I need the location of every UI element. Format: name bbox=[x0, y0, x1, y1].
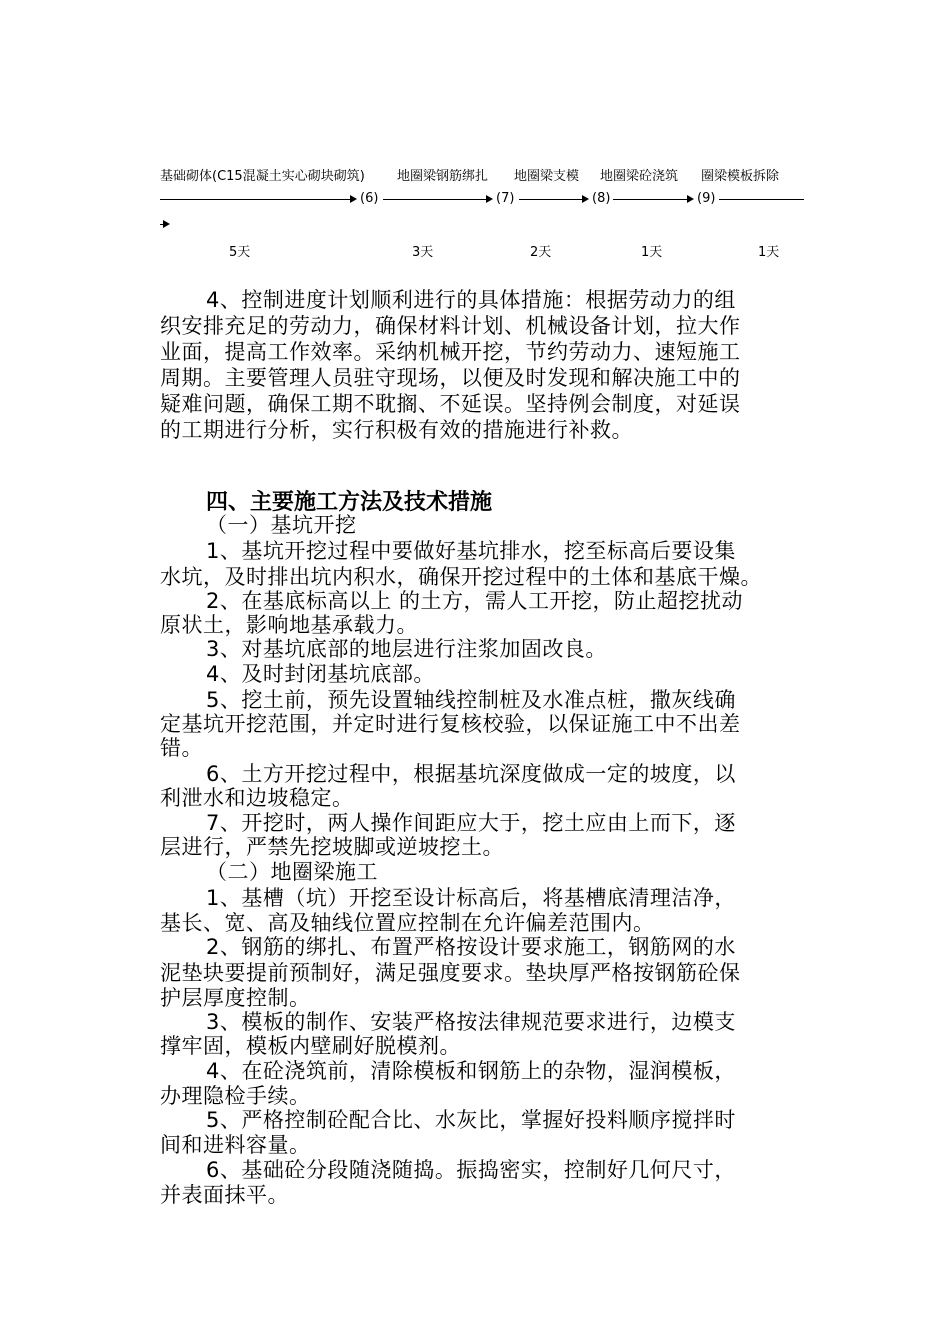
excavation-line-8: 定基坑开挖范围，并定时进行复核校验，以保证施工中不出差 bbox=[160, 712, 741, 736]
measures-line-5: 疑难问题，确保工期不耽搁、不延误。坚持例会制度，对延误 bbox=[160, 392, 741, 416]
measures-line-4: 周期。主要管理人员驻守现场，以便及时发现和解决施工中的 bbox=[160, 366, 741, 390]
measures-line-1: 4、控制进度计划顺利进行的具体措施：根据劳动力的组 bbox=[206, 288, 736, 312]
arrow-line-5 bbox=[719, 199, 804, 200]
measures-line-2: 织安排充足的劳动力，确保材料计划、机械设备计划，拉大作 bbox=[160, 314, 741, 338]
ring-beam-line-10: 5、严格控制砼配合比、水灰比，掌握好投料顺序搅拌时 bbox=[206, 1108, 736, 1132]
arrow-head-2 bbox=[486, 195, 493, 203]
arrow-line-2 bbox=[383, 199, 486, 200]
section-title: 四、主要施工方法及技术措施 bbox=[206, 490, 493, 515]
excavation-line-12: 7、开挖时，两人操作间距应大于，挖土应由上而下，逐 bbox=[206, 811, 736, 835]
arrow-head-3 bbox=[582, 195, 589, 203]
arrow-head-4 bbox=[687, 195, 694, 203]
excavation-line-13: 层进行，严禁先挖坡脚或逆坡挖土。 bbox=[160, 835, 504, 859]
excavation-line-1: 1、基坑开挖过程中要做好基坑排水，挖至标高后要设集 bbox=[206, 539, 736, 563]
schedule-task-5: 圈梁模板拆除 bbox=[701, 169, 780, 184]
ring-beam-line-13: 并表面抹平。 bbox=[160, 1183, 289, 1207]
measures-line-6: 的工期进行分析，实行积极有效的措施进行补救。 bbox=[160, 418, 633, 442]
schedule-task-1: 基础砌体(C15混凝土实心砌块砌筑) bbox=[160, 169, 365, 184]
node-9: (9) bbox=[697, 191, 716, 206]
ring-beam-line-6: 3、模板的制作、安装严格按法律规范要求进行，边模支 bbox=[206, 1010, 736, 1034]
node-8: (8) bbox=[592, 191, 611, 206]
ring-beam-line-9: 办理隐检手续。 bbox=[160, 1084, 311, 1108]
ring-beam-line-1: 1、基槽（坑）开挖至设计标高后，将基槽底清理洁净， bbox=[206, 886, 736, 910]
subsection-title-excavation: （一）基坑开挖 bbox=[206, 513, 357, 537]
schedule-task-2: 地圈梁钢筋绑扎 bbox=[397, 169, 489, 184]
ring-beam-line-3: 2、钢筋的绑扎、布置严格按设计要求施工，钢筋网的水 bbox=[206, 935, 736, 959]
excavation-line-7: 5、挖土前，预先设置轴线控制桩及水准点桩，撒灰线确 bbox=[206, 688, 736, 712]
ring-beam-line-8: 4、在砼浇筑前，清除模板和钢筋上的杂物，湿润模板， bbox=[206, 1059, 736, 1083]
arrow-line-1 bbox=[160, 199, 350, 200]
excavation-line-2: 水坑，及时排出坑内积水，确保开挖过程中的土体和基底干燥。 bbox=[160, 565, 762, 589]
arrow-line-4 bbox=[613, 199, 687, 200]
ring-beam-line-2: 基长、宽、高及轴线位置应控制在允许偏差范围内。 bbox=[160, 911, 655, 935]
ring-beam-line-4: 泥垫块要提前预制好，满足强度要求。垫块厚严格按钢筋砼保 bbox=[160, 961, 741, 985]
ring-beam-line-7: 撑牢固，模板内壁刷好脱模剂。 bbox=[160, 1034, 461, 1058]
excavation-line-11: 利泄水和边坡稳定。 bbox=[160, 786, 354, 810]
excavation-line-3: 2、在基底标高以上 的土方，需人工开挖，防止超挖扰动 bbox=[206, 589, 744, 613]
ring-beam-line-5: 护层厚度控制。 bbox=[160, 986, 311, 1010]
schedule-task-3: 地圈梁支模 bbox=[514, 169, 580, 184]
duration-1: 5天 bbox=[229, 245, 251, 260]
ring-beam-line-12: 6、基础砼分段随浇随捣。振捣密实，控制好几何尺寸， bbox=[206, 1158, 736, 1182]
node-6: (6) bbox=[360, 191, 379, 206]
ring-beam-line-11: 间和进料容量。 bbox=[160, 1133, 311, 1157]
excavation-line-4: 原状土，影响地基承载力。 bbox=[160, 613, 418, 637]
arrow-head-end bbox=[163, 220, 170, 228]
duration-3: 2天 bbox=[530, 245, 552, 260]
duration-5: 1天 bbox=[758, 245, 780, 260]
excavation-line-9: 错。 bbox=[160, 736, 203, 760]
arrow-line-3 bbox=[519, 199, 582, 200]
measures-line-3: 业面，提高工作效率。采纳机械开挖，节约劳动力、速短施工 bbox=[160, 340, 741, 364]
excavation-line-10: 6、土方开挖过程中，根据基坑深度做成一定的坡度，以 bbox=[206, 762, 736, 786]
node-7: (7) bbox=[496, 191, 515, 206]
excavation-line-5: 3、对基坑底部的地层进行注浆加固改良。 bbox=[206, 637, 607, 661]
excavation-line-6: 4、及时封闭基坑底部。 bbox=[206, 662, 435, 686]
duration-2: 3天 bbox=[412, 245, 434, 260]
duration-4: 1天 bbox=[641, 245, 663, 260]
subsection-title-ring-beam: （二）地圈梁施工 bbox=[206, 860, 378, 884]
arrow-head-1 bbox=[350, 195, 357, 203]
schedule-task-4: 地圈梁砼浇筑 bbox=[600, 169, 679, 184]
